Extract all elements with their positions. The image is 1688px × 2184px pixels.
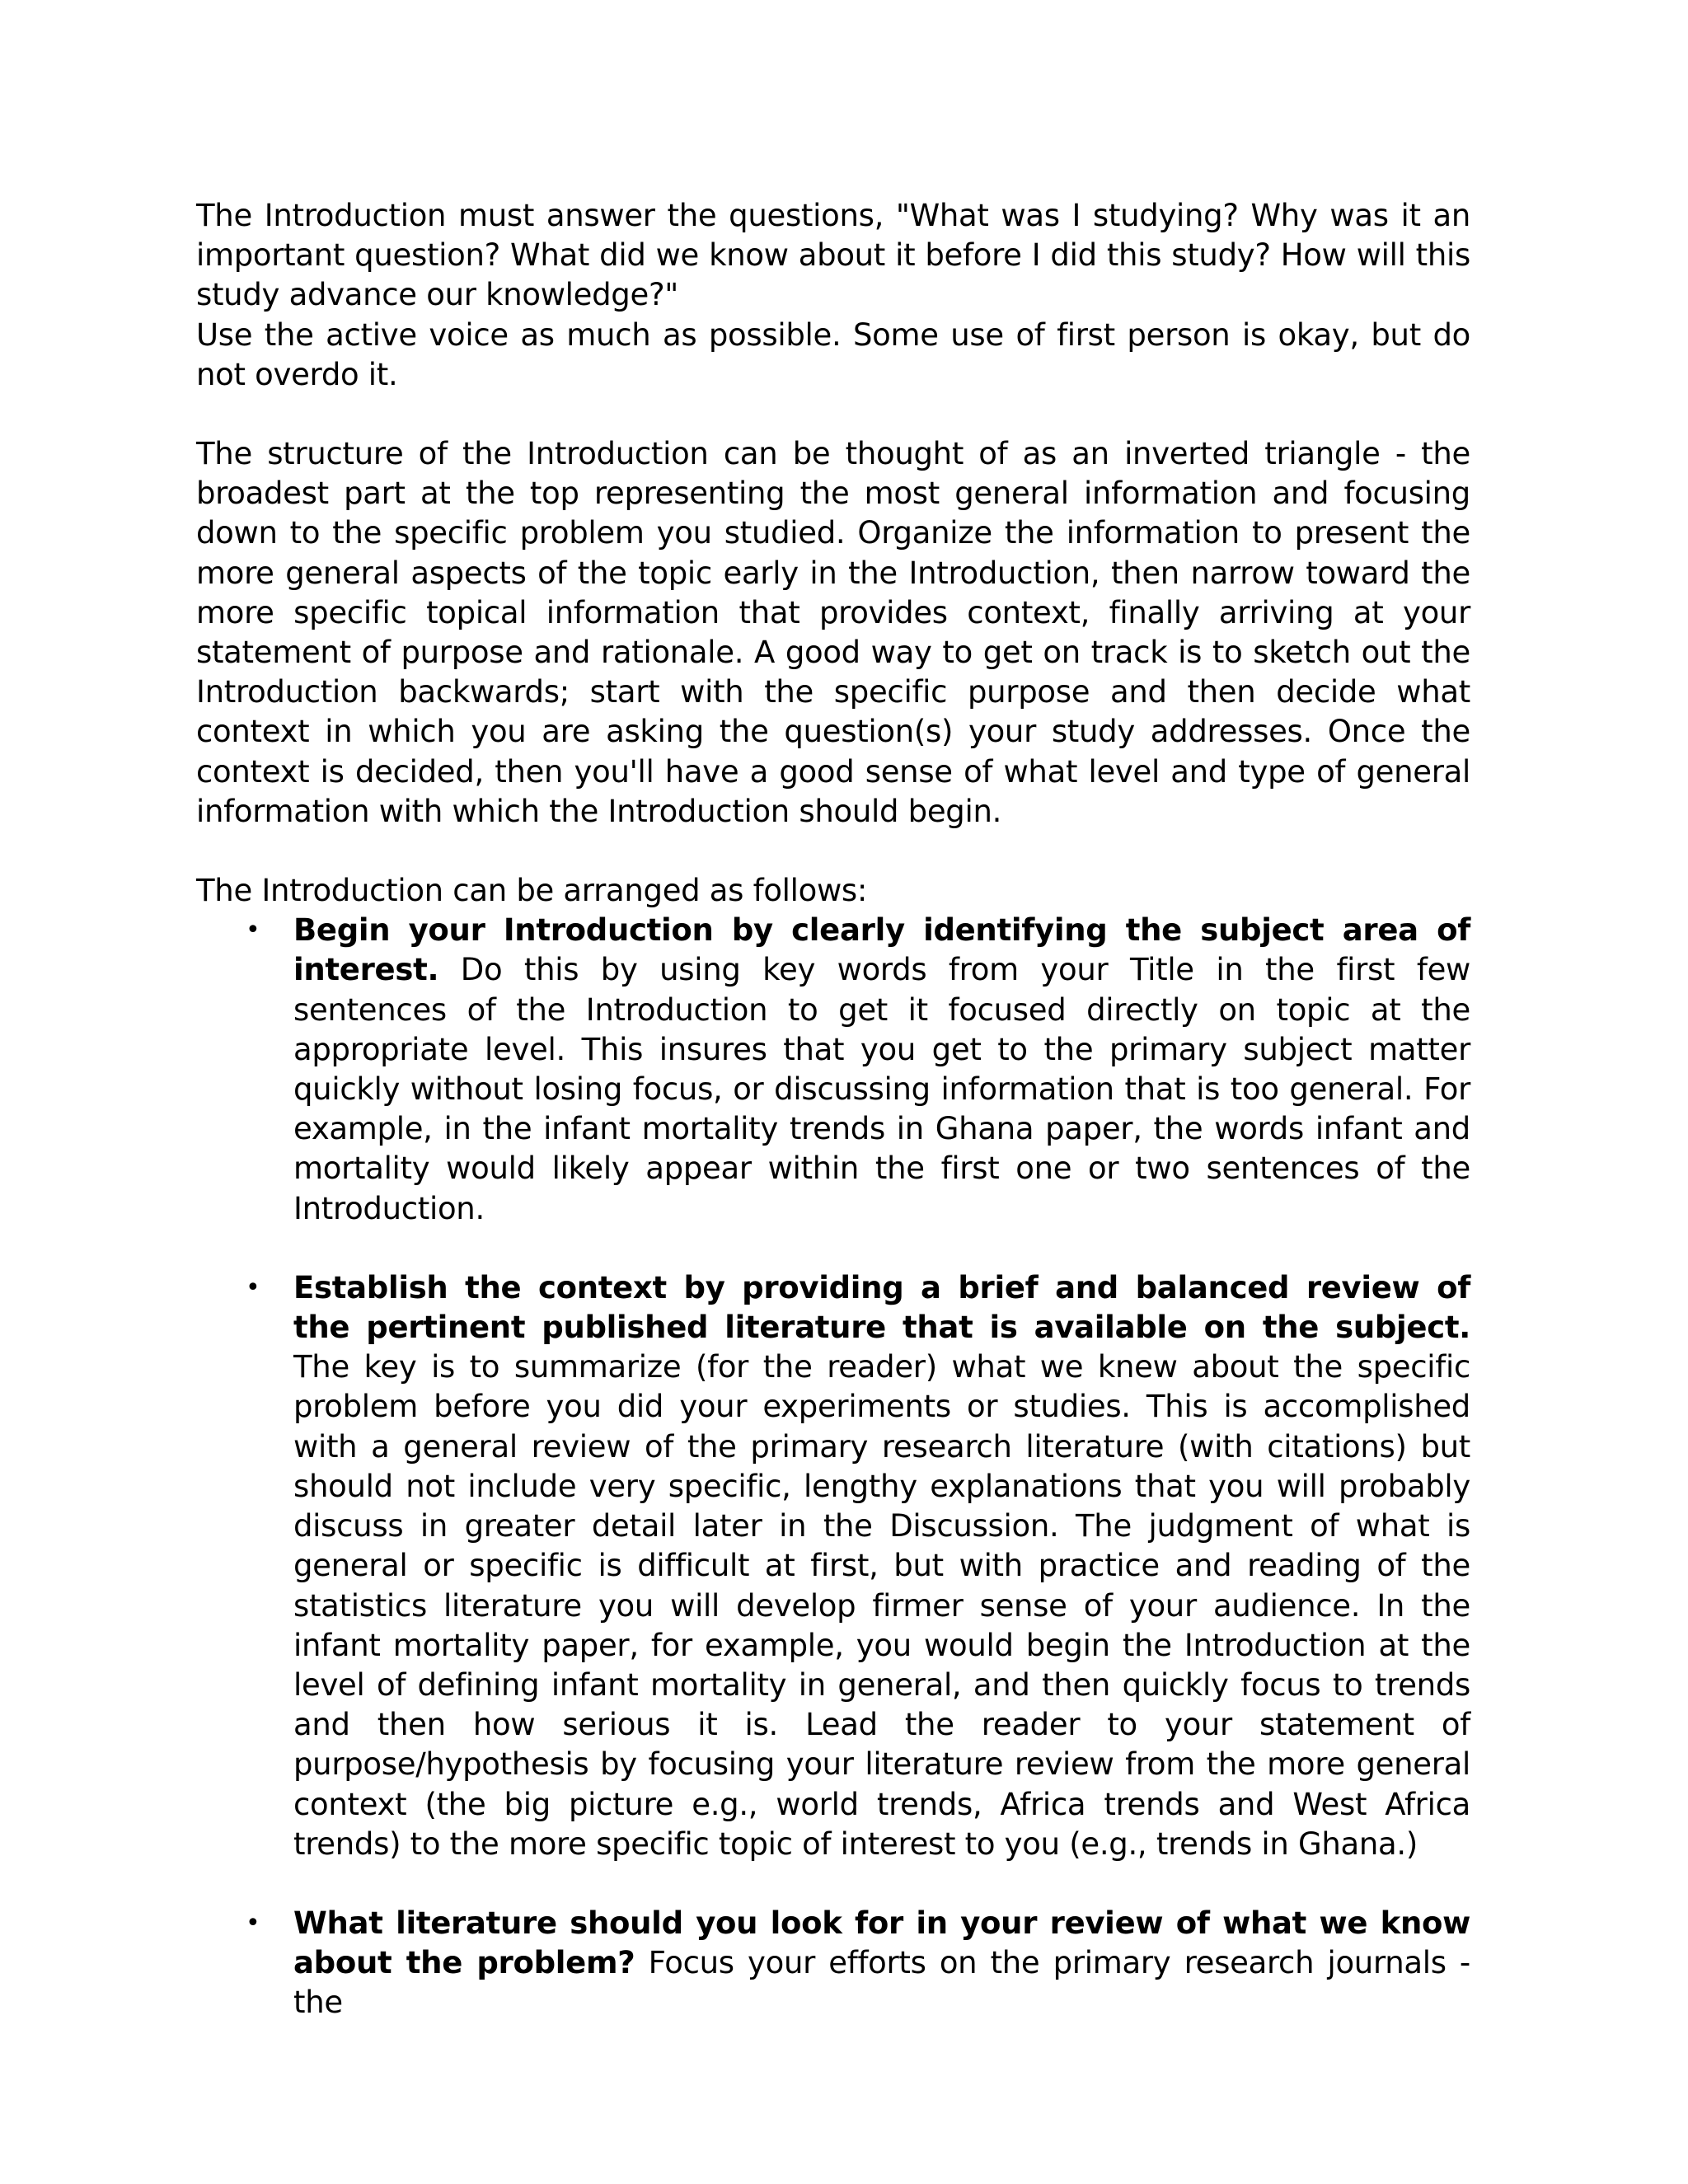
list-item-body: Do this by using key words from your Title in the first few sentences of the Introduction to get it focused directly on topic at the appropriate level. This insures that you get to the primary subject matter quickly without losing focus, or discussing information that is too general. For example, in the infant mortality trends in Ghana paper, the words infant and mortality would likely appear within the first one or two sentences of the Introduction. bbox=[293, 952, 1470, 1226]
bullet-icon: • bbox=[246, 1272, 260, 1302]
list-item-body: The key is to summarize (for the reader) what we knew about the specific problem before you did your experiments or studies. This is accomplished with a general review of the primary research literature (with citations) but should not include very specific, lengthy explanations that you will probably discuss in greater detail later in the Discussion. The judgment of what is general or specific is difficult at first, but with practice and reading of the statistics literature you will develop firmer sense of your audience. In the infant mortality paper, for example, you would begin the Introduction at the level of defining infant mortality in general, and then quickly focus to trends and then how serious it is. Lead the reader to your statement of purpose/hypothesis by focusing your literature review from the more general context (the big picture e.g., world trends, Africa trends and West Africa trends) to the more specific topic of interest to you (e.g., trends in Ghana.) bbox=[293, 1349, 1470, 1862]
list-item-lead: What literature should you look for in your review of what we know about the problem? bbox=[293, 1905, 1470, 1981]
list-item bbox=[196, 1904, 1470, 2023]
structure-paragraph: The structure of the Introduction can be thought of as an inverted triangle - the broadest part at the top representing the most general information and focusing down to the specific problem you studied. Organize the information to present the more general aspects of the topic early in the Introduction, then narrow toward the more specific topical information that provides context, finally arriving at your statement of purpose and rationale. A good way to get on track is to sketch out the Introduction backwards; start with the specific purpose and then decide what context in which you are asking the question(s) your study addresses. Once the context is decided, then you'll have a good sense of what level and type of general information with which the Introduction should begin. bbox=[196, 436, 1470, 829]
active-voice-paragraph: Use the active voice as much as possible. Some use of first person is okay, but do not overdo it. bbox=[196, 316, 1470, 392]
arrangement-intro: The Introduction can be arranged as follows: bbox=[196, 873, 868, 909]
list-item-lead: Establish the context by providing a brief and balanced review of the pertinent published literature that is available on the subject. bbox=[293, 1269, 1470, 1346]
paragraph-spacer bbox=[196, 395, 1470, 434]
bullet-icon: • bbox=[246, 916, 260, 945]
paragraph-spacer bbox=[196, 832, 1470, 871]
list-item bbox=[196, 1268, 1470, 1864]
list-item-body: Focus your efforts on the primary research journals - the bbox=[293, 1945, 1470, 2021]
document-page bbox=[196, 196, 1470, 2023]
bullet-icon: • bbox=[246, 1908, 260, 1938]
list-item-lead: Begin your Introduction by clearly identifying the subject area of interest. bbox=[293, 912, 1470, 988]
list-item bbox=[196, 911, 1470, 1229]
intro-questions-paragraph: The Introduction must answer the questions, "What was I studying? Why was it an important question? What did we know about it before I did this study? How will this study advance our knowledge?" bbox=[196, 198, 1470, 313]
arrangement-list bbox=[196, 911, 1470, 2022]
